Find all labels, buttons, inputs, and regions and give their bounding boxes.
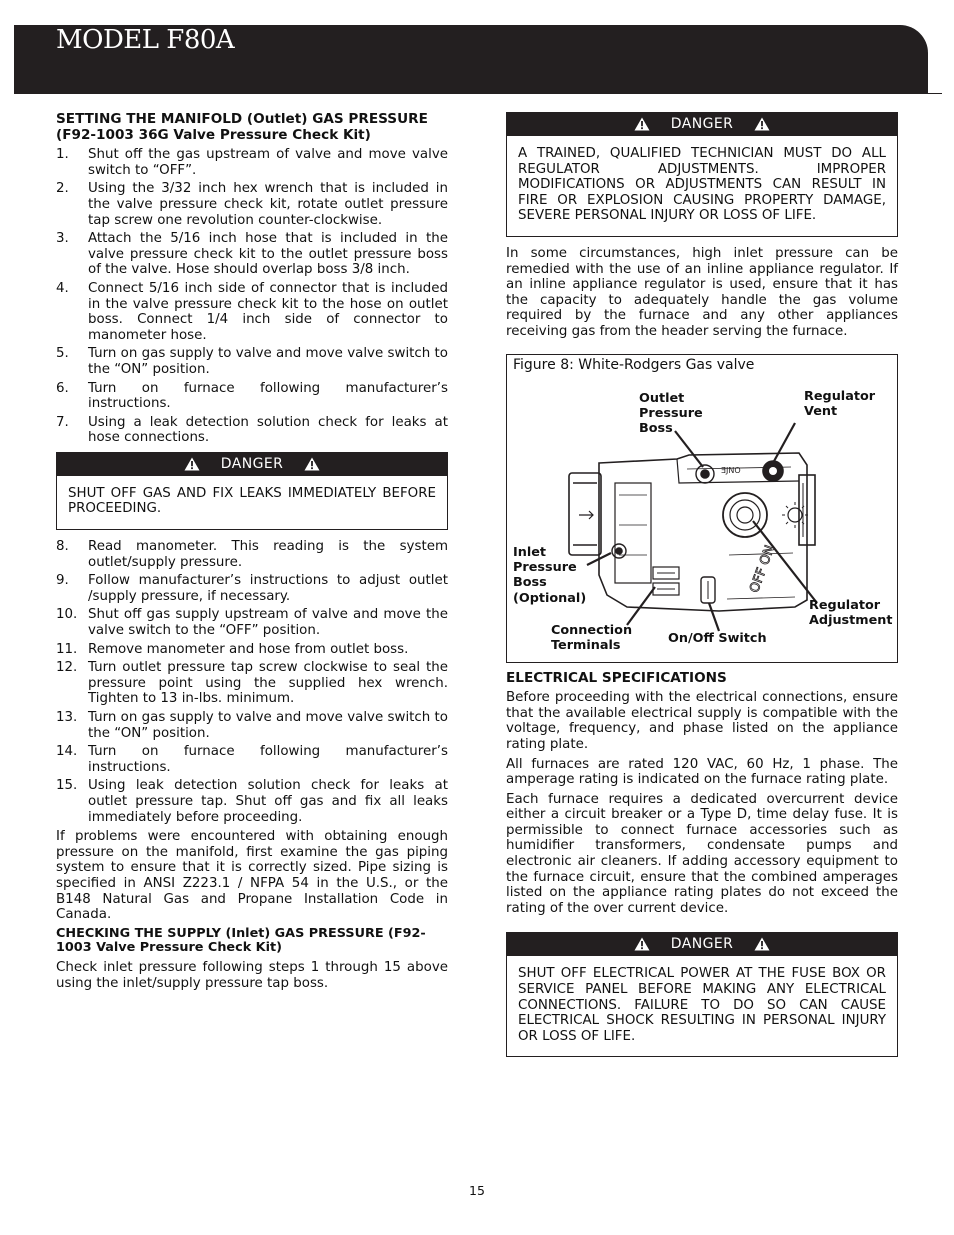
danger-text: A TRAINED, QUALIFIED TECHNICIAN MUST DO ALL REGULATOR ADJUSTMENTS. IMPROPER MODIFICATIONS OR ADJUSTMENTS CAN RESULT IN FIRE OR EXPLOSION CAUSING PROPERTY DAMAGE, SEVERE PERSONAL INJURY OR LOSS OF LIFE. <box>518 146 886 224</box>
step-number: 4. <box>56 280 69 296</box>
step-number: 14. <box>56 744 78 760</box>
list-item <box>56 346 448 377</box>
step-number: 10. <box>56 607 78 623</box>
electrical-paragraph-2: All furnaces are rated 120 VAC, 60 Hz, 1 phase. The amperage rating is indicated on the furnace rating plate. <box>506 756 898 788</box>
step-number: 9. <box>56 573 69 589</box>
step-number: 2. <box>56 181 69 197</box>
step-text: Shut off the gas upstream of valve and move valve switch to “OFF”. <box>88 147 448 178</box>
supply-pressure-heading: CHECKING THE SUPPLY (Inlet) GAS PRESSURE (F92-1003 Valve Pressure Check Kit) <box>56 925 426 956</box>
danger-label: DANGER <box>670 936 734 953</box>
inlet-check-paragraph: Check inlet pressure following steps 1 through 15 above using the inlet/supply pressure tap boss. <box>56 959 448 991</box>
list-item <box>56 642 448 658</box>
label-outlet-pressure-boss: Outlet Pressure Boss <box>639 390 703 437</box>
label-regulator-adjustment: Regulator Adjustment <box>809 597 893 628</box>
step-number: 15. <box>56 778 78 794</box>
electrical-spec-heading: ELECTRICAL SPECIFICATIONS <box>506 669 727 686</box>
list-item <box>56 778 448 825</box>
label-connection-terminals: Connection Terminals <box>551 622 633 653</box>
step-text: Using leak detection solution check for leaks at outlet pressure tap. Shut off gas and fix all leaks immediately before proceeding. <box>88 778 448 825</box>
left-column <box>56 112 448 995</box>
label-regulator-vent: Regulator Vent <box>804 388 876 419</box>
step-number: 8. <box>56 539 69 555</box>
header-banner <box>14 25 928 93</box>
list-item <box>56 573 448 604</box>
step-text: Using the 3/32 inch hex wrench that is included in the valve pressure check kit, rotate outlet pressure tap screw one revolution counter-clockwise. <box>88 181 448 228</box>
step-number: 1. <box>56 147 69 163</box>
piping-problems-paragraph: If problems were encountered with obtaining enough pressure on the manifold, first examine the gas piping system to ensure that it is correctly sized. Pipe sizing is specified in ANSI Z223.1 / NFPA 54 in the U.S., or the B148 Natural Gas and Propane Installation Code in Canada. <box>56 829 448 923</box>
step-text: Follow manufacturer’s instructions to adjust outlet /supply pressure, if necessary. <box>88 573 448 604</box>
list-item <box>56 281 448 343</box>
step-number: 12. <box>56 660 78 676</box>
step-text: Turn on gas supply to valve and move valve switch to the “ON” position. <box>88 710 448 741</box>
inline-regulator-paragraph: In some circumstances, high inlet pressure can be remedied with the use of an inline appliance regulator. If an inline appliance regulator is used, ensure that it has the capacity to adequately handle the gas volume required by the furnace and any other appliances receiving gas from the header serving the furnace. <box>506 245 898 339</box>
switch-marking: OFF ON <box>747 542 779 595</box>
warning-icon <box>304 457 320 471</box>
danger-header <box>507 113 897 136</box>
list-item <box>56 231 448 278</box>
electrical-paragraph-3: Each furnace requires a dedicated overcurrent device either a circuit breaker or a Type D, time delay fuse. It is permissible to connect furnace accessories such as humidifier transformers, condensate pumps and electronic air cleaners. If adding accessory equipment to the furnace circuit, ensure that the combined amperages listed on the appliance rating plates do not exceed the rating of the over current device. <box>506 791 898 916</box>
manifold-pressure-heading: SETTING THE MANIFOLD (Outlet) GAS PRESSURE (F92-1003 36G Valve Pressure Check Kit) <box>56 111 428 143</box>
step-number: 11. <box>56 641 78 657</box>
step-number: 13. <box>56 710 78 725</box>
list-item <box>56 415 448 446</box>
step-text: Turn on furnace following manufacturer’s instructions. <box>88 744 448 775</box>
list-item <box>56 147 448 178</box>
figure-caption: Figure 8: White-Rodgers Gas valve <box>513 356 755 373</box>
warning-icon <box>634 937 650 951</box>
warning-icon <box>634 117 650 131</box>
step-text: Turn on furnace following manufacturer’s instructions. <box>88 380 448 412</box>
step-number: 7. <box>56 414 69 430</box>
list-item <box>56 660 448 707</box>
top-marking: ƎJNO <box>721 465 741 475</box>
header-rule <box>14 93 942 94</box>
danger-box-regulator <box>506 112 898 237</box>
page-number: 15 <box>469 1183 485 1198</box>
step-text: Shut off gas supply upstream of valve and move the valve switch to the “OFF” position. <box>88 607 448 639</box>
danger-label: DANGER <box>670 116 734 132</box>
danger-header <box>57 453 447 476</box>
list-item <box>56 181 448 228</box>
step-number: 3. <box>56 231 69 247</box>
danger-header <box>507 933 897 956</box>
list-item <box>56 539 448 570</box>
step-text: Read manometer. This reading is the system outlet/supply pressure. <box>88 539 448 570</box>
danger-box-gas-leaks <box>56 452 448 530</box>
gas-valve-figure <box>506 354 898 663</box>
manifold-steps-list-b <box>56 539 448 825</box>
warning-icon <box>754 937 770 951</box>
danger-text: SHUT OFF GAS AND FIX LEAKS IMMEDIATELY BEFORE PROCEEDING. <box>68 485 436 517</box>
warning-icon <box>754 117 770 131</box>
list-item <box>56 607 448 638</box>
step-text: Turn on gas supply to valve and move valve switch to the “ON” position. <box>88 346 448 377</box>
label-inlet-pressure-boss: Inlet Pressure Boss (Optional) <box>513 544 587 606</box>
label-on-off-switch: On/Off Switch <box>668 630 767 646</box>
step-text: Connect 5/16 inch side of connector that is included in the valve pressure check kit to the hose on outlet boss. Connect 1/4 inch side of connector to manometer hose. <box>88 280 448 343</box>
danger-box-electrical <box>506 932 898 1057</box>
step-text: Using a leak detection solution check for leaks at hose connections. <box>88 414 448 446</box>
list-item <box>56 381 448 412</box>
step-number: 5. <box>56 346 69 362</box>
step-text: Attach the 5/16 inch hose that is included in the valve pressure check kit to the outlet pressure boss of the valve. Hose should overlap boss 3/8 inch. <box>88 231 448 278</box>
danger-label: DANGER <box>220 455 284 472</box>
electrical-paragraph-1: Before proceeding with the electrical connections, ensure that the available electrical supply is compatible with the voltage, frequency, and phase listed on the appliance rating plate. <box>506 690 898 752</box>
right-column <box>506 112 898 1066</box>
page-title: MODEL F80A <box>56 25 235 55</box>
warning-icon <box>184 457 200 471</box>
step-text: Turn outlet pressure tap screw clockwise to seal the pressure point using the supplied hex wrench. Tighten to 13 in-lbs. minimum. <box>88 660 448 707</box>
list-item <box>56 744 448 775</box>
list-item <box>56 710 448 741</box>
manifold-steps-list-a <box>56 147 448 446</box>
step-text: Remove manometer and hose from outlet boss. <box>88 641 409 657</box>
danger-text: SHUT OFF ELECTRICAL POWER AT THE FUSE BOX OR SERVICE PANEL BEFORE MAKING ANY ELECTRICAL CONNECTIONS. FAILURE TO DO SO CAN CAUSE ELECTRICAL SHOCK RESULTING IN PERSONAL INJURY OR LOSS OF LIFE. <box>518 966 886 1044</box>
step-number: 6. <box>56 380 69 396</box>
